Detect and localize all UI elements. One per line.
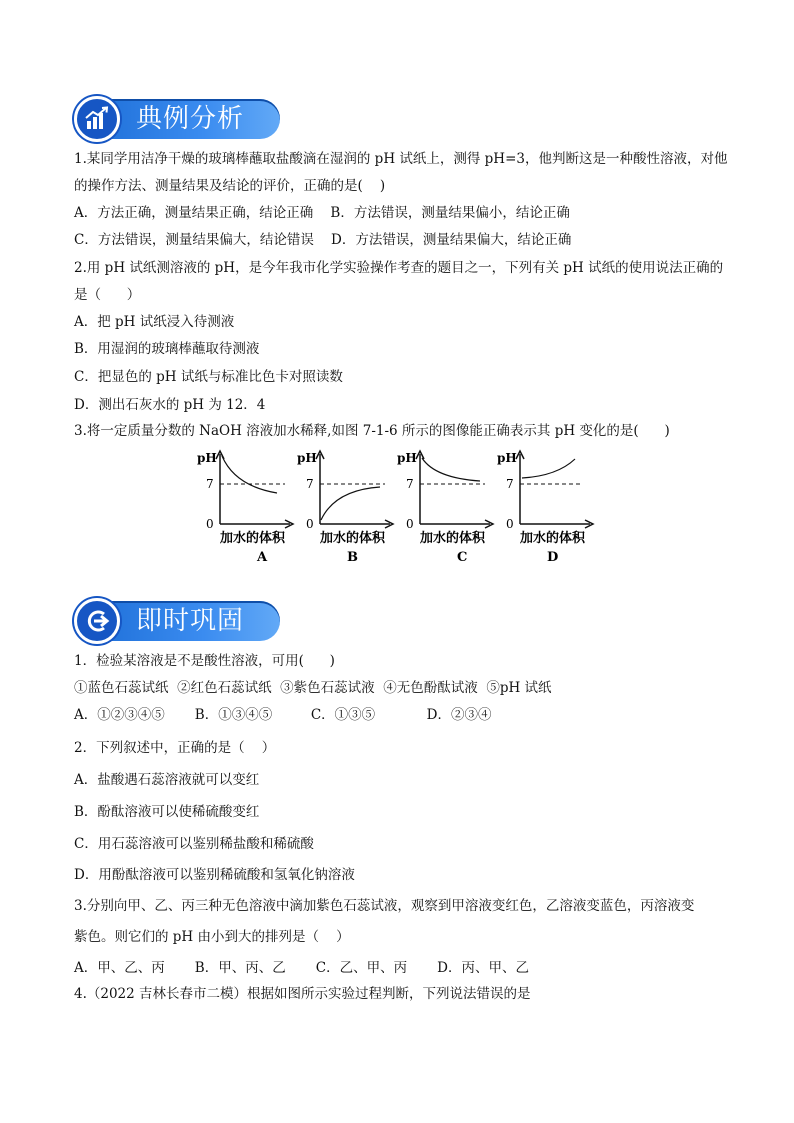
svg-text:7: 7 xyxy=(506,477,514,491)
p4-stem: 4.（2022 吉林长春市二模）根据如图所示实验过程判断，下列说法错误的是 xyxy=(74,986,531,1002)
q3-stem: 3.将一定质量分数的 NaOH 溶液加水稀释,如图 7-1-6 所示的图像能正确表示其 pH 变化的是( ) xyxy=(74,423,670,439)
q2-option-d: D．测出石灰水的 pH 为 12．4 xyxy=(74,397,266,413)
graph-c xyxy=(397,451,493,565)
graph-a-y-label: pH xyxy=(197,451,217,465)
svg-text:0: 0 xyxy=(406,517,414,531)
p3-options: A．甲、乙、丙 B．甲、丙、乙 C．乙、甲、丙 D．丙、甲、乙 xyxy=(74,960,529,976)
p3-line-1: 3.分别向甲、乙、丙三种无色溶液中滴加紫色石蕊试液，观察到甲溶液变红色，乙溶液变蓝色，丙溶液变 xyxy=(74,898,695,914)
graph-a xyxy=(197,451,293,565)
q2-option-b: B．用湿润的玻璃棒蘸取待测液 xyxy=(74,341,260,357)
svg-text:7: 7 xyxy=(406,477,414,491)
section-title: 即时巩固 xyxy=(136,606,245,636)
svg-text:加水的体积: 加水的体积 xyxy=(420,531,486,546)
svg-text:pH: pH xyxy=(397,451,417,465)
svg-text:C: C xyxy=(457,550,468,565)
svg-text:0: 0 xyxy=(306,517,314,531)
svg-text:D: D xyxy=(547,550,559,565)
q1-option-cd: C．方法错误，测量结果偏大，结论错误 D．方法错误，测量结果偏大，结论正确 xyxy=(74,232,572,248)
graph-a-letter: A xyxy=(257,550,268,565)
p3-line-2: 紫色。则它们的 pH 由小到大的排列是（ ） xyxy=(74,929,350,945)
p2-option-b: B．酚酞溶液可以使稀硫酸变红 xyxy=(74,804,260,820)
svg-text:pH: pH xyxy=(497,451,517,465)
p2-option-c: C．用石蕊溶液可以鉴别稀盐酸和稀硫酸 xyxy=(74,836,314,852)
bar-chart-icon xyxy=(74,96,120,142)
svg-text:0: 0 xyxy=(506,517,514,531)
p1-stem: 1．检验某溶液是不是酸性溶液，可用( ) xyxy=(74,653,335,669)
p1-items: ①蓝色石蕊试纸 ②红色石蕊试纸 ③紫色石蕊试液 ④无色酚酞试液 ⑤pH 试纸 xyxy=(74,680,552,696)
svg-text:0: 0 xyxy=(206,517,214,531)
ph-graphs-figure xyxy=(195,446,605,566)
q1-line-2: 的操作方法、测量结果及结论的评价，正确的是( ) xyxy=(74,178,386,194)
graph-a-x-label: 加水的体积 xyxy=(220,531,286,546)
svg-text:7: 7 xyxy=(206,477,214,491)
section-title: 典例分析 xyxy=(136,104,245,134)
p1-options: A．①②③④⑤ B．①③④⑤ C．①③⑤ D．②③④ xyxy=(74,707,492,723)
graph-d xyxy=(497,451,593,565)
q1-option-ab: A．方法正确，测量结果正确，结论正确 B．方法错误，测量结果偏小，结论正确 xyxy=(74,205,570,221)
graph-b xyxy=(297,451,393,565)
arrow-right-circle-icon xyxy=(74,598,120,644)
svg-text:加水的体积: 加水的体积 xyxy=(520,531,586,546)
section-banner-practice xyxy=(74,598,280,644)
svg-text:pH: pH xyxy=(297,451,317,465)
svg-text:加水的体积: 加水的体积 xyxy=(320,531,386,546)
p2-stem: 2．下列叙述中，正确的是（ ） xyxy=(74,740,276,756)
p2-option-a: A．盐酸遇石蕊溶液就可以变红 xyxy=(74,772,260,788)
q2-option-a: A．把 pH 试纸浸入待测液 xyxy=(74,314,235,330)
q1-line-1: 1.某同学用洁净干燥的玻璃棒蘸取盐酸滴在湿润的 pH 试纸上，测得 pH=3，他判断这是一种酸性溶液，对他 xyxy=(74,151,728,167)
section-banner-example xyxy=(74,96,280,142)
svg-text:B: B xyxy=(347,550,358,565)
q2-line-1: 2.用 pH 试纸测溶液的 pH，是今年我市化学实验操作考查的题目之一，下列有关 pH 试纸的使用说法正确的 xyxy=(74,260,724,276)
svg-text:7: 7 xyxy=(306,477,314,491)
p2-option-d: D．用酚酞溶液可以鉴别稀硫酸和氢氧化钠溶液 xyxy=(74,867,355,883)
q2-line-2: 是（ ） xyxy=(74,287,141,303)
q2-option-c: C．把显色的 pH 试纸与标准比色卡对照读数 xyxy=(74,369,343,385)
